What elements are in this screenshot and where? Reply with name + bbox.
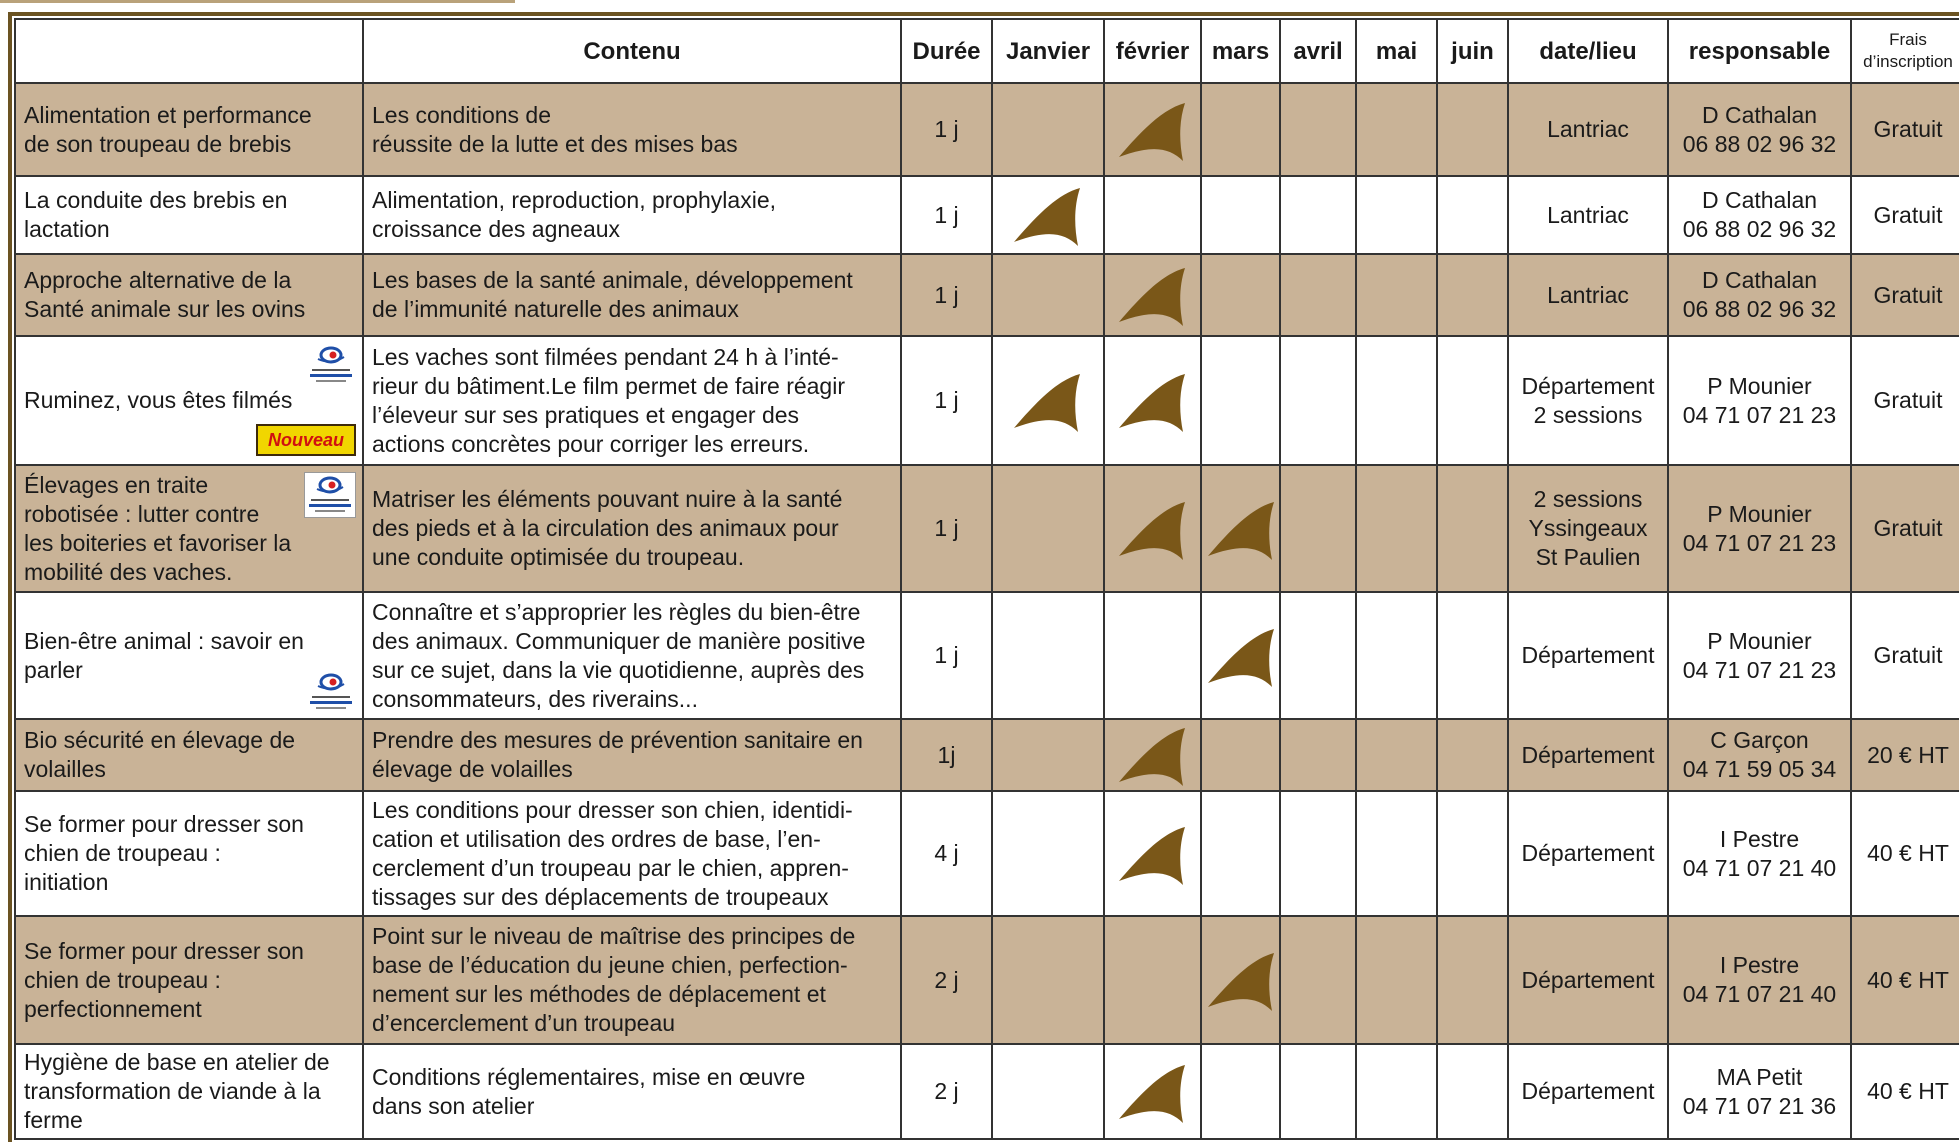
header-month-janvier: Janvier [992, 19, 1104, 83]
training-contact-line: 04 71 07 21 23 [1682, 656, 1837, 683]
arrow-marker-icon [1113, 1057, 1193, 1127]
training-content-line: une conduite optimisée du troupeau. [372, 544, 745, 570]
training-contact-line: C Garçon [1710, 727, 1809, 753]
table-row [15, 719, 1959, 791]
training-title-line: Approche alternative de la [24, 267, 292, 293]
table-row [15, 336, 1959, 465]
month-cell-janvier [992, 465, 1104, 592]
training-title-line: parler [24, 656, 83, 683]
training-title [15, 176, 363, 254]
training-content-line: dans son atelier [372, 1092, 535, 1119]
training-title [15, 254, 363, 336]
training-title-line: chien de troupeau : [24, 840, 221, 866]
training-fee: Gratuit [1851, 592, 1959, 719]
training-content-line: élevage de volailles [372, 756, 573, 782]
training-contact-line: 04 71 07 21 40 [1682, 981, 1837, 1007]
month-cell-mars [1201, 791, 1280, 916]
conseil-elevage-logo-icon [306, 670, 356, 714]
training-content-line: cerclement d’un troupeau par le chien, appren- [372, 854, 849, 881]
training-content [363, 83, 901, 176]
training-content [363, 336, 901, 465]
arrow-marker-icon [1202, 621, 1280, 691]
month-cell-juin [1437, 791, 1508, 916]
training-contact-line: 04 71 07 21 36 [1682, 1092, 1837, 1119]
training-location-line: Lantriac [1547, 281, 1629, 308]
arrow-marker-icon [1113, 494, 1193, 564]
arrow-marker-icon [1113, 819, 1193, 889]
training-location [1508, 176, 1668, 254]
training-content [363, 791, 901, 916]
month-cell-fevrier [1104, 336, 1201, 465]
training-content [363, 719, 901, 791]
month-cell-fevrier [1104, 465, 1201, 592]
month-cell-mars [1201, 336, 1280, 465]
training-title-line: robotisée : lutter contre [24, 500, 260, 527]
month-cell-juin [1437, 1044, 1508, 1139]
training-title-line: Ruminez, vous êtes filmés [24, 387, 293, 413]
month-cell-mars [1201, 465, 1280, 592]
month-cell-avril [1280, 719, 1356, 791]
training-title-line: les boiteries et favoriser la [24, 529, 292, 556]
training-schedule-table [14, 18, 1959, 1140]
training-contact [1668, 336, 1851, 465]
training-contact-line: 06 88 02 96 32 [1682, 130, 1837, 157]
month-cell-mars [1201, 176, 1280, 254]
month-cell-avril [1280, 83, 1356, 176]
month-cell-juin [1437, 83, 1508, 176]
month-cell-avril [1280, 336, 1356, 465]
arrow-marker-icon [1113, 95, 1193, 165]
training-duration: 1 j [901, 254, 992, 336]
training-location-line: Lantriac [1547, 201, 1629, 228]
month-cell-janvier [992, 1044, 1104, 1139]
month-cell-juin [1437, 592, 1508, 719]
training-content-line: Prendre des mesures de prévention sanitaire en [372, 727, 863, 753]
month-cell-juin [1437, 719, 1508, 791]
training-title [15, 1044, 363, 1139]
training-contact-line: 04 71 07 21 23 [1682, 401, 1837, 428]
month-cell-mai [1356, 83, 1437, 176]
training-content-line: actions concrètes pour corriger les erreurs. [372, 430, 810, 457]
month-cell-mai [1356, 791, 1437, 916]
training-duration: 1 j [901, 83, 992, 176]
training-title [15, 719, 363, 791]
training-location-line: St Paulien [1535, 544, 1641, 570]
training-content-line: sur ce sujet, dans la vie quotidienne, auprès des [372, 656, 865, 683]
training-location-line: Lantriac [1547, 116, 1629, 142]
table-row [15, 1044, 1959, 1139]
training-title-line: de son troupeau de brebis [24, 130, 292, 157]
training-contact [1668, 916, 1851, 1044]
training-title-line: transformation de viande à la [24, 1078, 321, 1104]
arrow-marker-icon [1202, 945, 1280, 1015]
training-location-line: Département [1521, 741, 1655, 768]
table-row [15, 465, 1959, 592]
training-contact-line: P Mounier [1707, 627, 1812, 654]
training-contact [1668, 83, 1851, 176]
training-fee: Gratuit [1851, 465, 1959, 592]
training-fee: Gratuit [1851, 336, 1959, 465]
header-contenu: Contenu [363, 19, 901, 83]
training-contact [1668, 254, 1851, 336]
training-fee: 40 € HT [1851, 916, 1959, 1044]
training-location [1508, 916, 1668, 1044]
training-content-line: consommateurs, des riverains... [372, 685, 698, 712]
training-content-line: Connaître et s’approprier les règles du bien-être [372, 598, 861, 625]
month-cell-fevrier [1104, 916, 1201, 1044]
training-duration: 2 j [901, 916, 992, 1044]
training-contact [1668, 791, 1851, 916]
table-row [15, 176, 1959, 254]
month-cell-juin [1437, 336, 1508, 465]
month-cell-janvier [992, 719, 1104, 791]
month-cell-janvier [992, 592, 1104, 719]
training-contact-line: 04 71 07 21 23 [1682, 529, 1837, 556]
training-title [15, 465, 363, 592]
training-location-line: Département [1521, 840, 1655, 866]
training-location [1508, 791, 1668, 916]
header-month-mai: mai [1356, 19, 1437, 83]
training-fee: 40 € HT [1851, 791, 1959, 916]
training-contact [1668, 719, 1851, 791]
conseil-elevage-logo-icon [304, 472, 356, 518]
training-title-line: Bien-être animal : savoir en [24, 627, 304, 654]
training-contact-line: MA Petit [1716, 1063, 1803, 1090]
month-cell-mars [1201, 916, 1280, 1044]
training-duration: 1j [901, 719, 992, 791]
arrow-marker-icon [1113, 260, 1193, 330]
training-title-line: La conduite des brebis en [24, 187, 288, 213]
training-title-line: chien de troupeau : [24, 966, 221, 993]
month-cell-avril [1280, 465, 1356, 592]
training-title-line: perfectionnement [24, 995, 202, 1022]
month-cell-fevrier [1104, 176, 1201, 254]
training-location-line: Département [1521, 642, 1655, 668]
training-duration: 1 j [901, 465, 992, 592]
month-cell-juin [1437, 916, 1508, 1044]
month-cell-avril [1280, 1044, 1356, 1139]
training-title-line: Bio sécurité en élevage de [24, 727, 296, 753]
nouveau-badge: Nouveau [256, 424, 356, 456]
training-title-line: Se former pour dresser son [24, 811, 304, 837]
training-location-line: Département [1521, 1078, 1655, 1104]
training-fee: Gratuit [1851, 254, 1959, 336]
month-cell-mai [1356, 254, 1437, 336]
training-content-line: Matriser les éléments pouvant nuire à la santé [372, 486, 843, 512]
header-duree: Durée [901, 19, 992, 83]
top-decoration-line [0, 0, 515, 3]
training-title [15, 791, 363, 916]
training-content-line: rieur du bâtiment.Le film permet de faire réagir [372, 372, 845, 399]
month-cell-mai [1356, 465, 1437, 592]
header-date-lieu: date/lieu [1508, 19, 1668, 83]
table-row [15, 83, 1959, 176]
month-cell-mars [1201, 254, 1280, 336]
month-cell-mai [1356, 1044, 1437, 1139]
training-content-line: des pieds et à la circulation des animaux pour [372, 515, 839, 541]
training-fee: 20 € HT [1851, 719, 1959, 791]
month-cell-mai [1356, 592, 1437, 719]
table-row [15, 254, 1959, 336]
training-location [1508, 336, 1668, 465]
training-fee: Gratuit [1851, 83, 1959, 176]
training-fee: 40 € HT [1851, 1044, 1959, 1139]
month-cell-janvier [992, 176, 1104, 254]
training-title-line: Alimentation et performance [24, 101, 312, 128]
month-cell-janvier [992, 916, 1104, 1044]
month-cell-avril [1280, 592, 1356, 719]
training-content-line: des animaux. Communiquer de manière positive [372, 627, 866, 654]
month-cell-janvier [992, 791, 1104, 916]
training-title [15, 592, 363, 719]
training-content-line: nement sur les méthodes de déplacement et [372, 981, 826, 1007]
training-content-line: cation et utilisation des ordres de base, l’en- [372, 825, 821, 852]
training-title-line: Santé animale sur les ovins [24, 296, 306, 322]
month-cell-fevrier [1104, 254, 1201, 336]
training-title-line: initiation [24, 869, 109, 895]
training-content-line: Conditions réglementaires, mise en œuvre [372, 1063, 806, 1090]
header-month-fevrier: février [1104, 19, 1201, 83]
training-title [15, 916, 363, 1044]
training-title-line: ferme [24, 1107, 83, 1133]
training-contact [1668, 465, 1851, 592]
training-title-line: Élevages en traite [24, 471, 209, 498]
training-content-line: Les conditions pour dresser son chien, identidi- [372, 796, 853, 823]
training-location [1508, 592, 1668, 719]
training-duration: 1 j [901, 176, 992, 254]
training-title [15, 336, 363, 465]
training-contact-line: I Pestre [1719, 952, 1800, 978]
training-content [363, 254, 901, 336]
header-month-juin: juin [1437, 19, 1508, 83]
training-content [363, 1044, 901, 1139]
training-content-line: l’éleveur sur ses pratiques et engager des [372, 401, 800, 428]
training-content-line: réussite de la lutte et des mises bas [372, 130, 738, 157]
month-cell-fevrier [1104, 592, 1201, 719]
month-cell-avril [1280, 916, 1356, 1044]
header-responsable: responsable [1668, 19, 1851, 83]
month-cell-avril [1280, 791, 1356, 916]
training-title [15, 83, 363, 176]
table-row [15, 592, 1959, 719]
month-cell-mars [1201, 592, 1280, 719]
training-title-line: Hygiène de base en atelier de [24, 1049, 330, 1075]
month-cell-mars [1201, 719, 1280, 791]
training-duration: 2 j [901, 1044, 992, 1139]
training-content-line: croissance des agneaux [372, 216, 621, 242]
training-contact-line: P Mounier [1707, 500, 1812, 527]
training-contact-line: D Cathalan [1701, 267, 1818, 293]
month-cell-mai [1356, 719, 1437, 791]
training-content-line: base de l’éducation du jeune chien, perfection- [372, 952, 848, 978]
training-content [363, 916, 901, 1044]
training-location [1508, 254, 1668, 336]
training-content [363, 176, 901, 254]
training-contact-line: D Cathalan [1701, 101, 1818, 128]
month-cell-fevrier [1104, 1044, 1201, 1139]
conseil-elevage-logo-icon [306, 343, 356, 387]
training-content-line: Les bases de la santé animale, développement [372, 267, 853, 293]
training-location-line: Département [1521, 372, 1655, 399]
training-contact-line: 06 88 02 96 32 [1682, 216, 1837, 242]
training-location [1508, 83, 1668, 176]
month-cell-fevrier [1104, 83, 1201, 176]
training-location-line: 2 sessions [1533, 486, 1643, 512]
training-content-line: Point sur le niveau de maîtrise des principes de [372, 923, 856, 949]
month-cell-juin [1437, 176, 1508, 254]
training-contact-line: 04 71 07 21 40 [1682, 854, 1837, 881]
month-cell-fevrier [1104, 719, 1201, 791]
training-content-line: Les conditions de [372, 101, 552, 128]
month-cell-fevrier [1104, 791, 1201, 916]
training-content-line: Alimentation, reproduction, prophylaxie, [372, 187, 777, 213]
month-cell-mars [1201, 83, 1280, 176]
training-location [1508, 465, 1668, 592]
arrow-marker-icon [1008, 180, 1088, 250]
arrow-marker-icon [1202, 494, 1280, 564]
training-contact [1668, 1044, 1851, 1139]
arrow-marker-icon [1113, 366, 1193, 436]
training-location [1508, 1044, 1668, 1139]
header-frais [1851, 19, 1959, 83]
header-row [15, 19, 1959, 83]
training-title-line: lactation [24, 216, 110, 242]
training-content-line: Les vaches sont filmées pendant 24 h à l’inté- [372, 343, 839, 370]
header-frais-line1: Frais [1889, 30, 1927, 49]
training-fee: Gratuit [1851, 176, 1959, 254]
training-content [363, 465, 901, 592]
header-title [15, 19, 363, 83]
training-duration: 1 j [901, 592, 992, 719]
training-location-line: Yssingeaux [1528, 515, 1648, 541]
training-contact-line: P Mounier [1707, 372, 1812, 399]
table-row [15, 791, 1959, 916]
month-cell-janvier [992, 336, 1104, 465]
header-month-avril: avril [1280, 19, 1356, 83]
training-contact-line: D Cathalan [1701, 187, 1818, 213]
month-cell-avril [1280, 176, 1356, 254]
training-content [363, 592, 901, 719]
training-contact [1668, 592, 1851, 719]
month-cell-mars [1201, 1044, 1280, 1139]
table-row [15, 916, 1959, 1044]
arrow-marker-icon [1008, 366, 1088, 436]
month-cell-janvier [992, 83, 1104, 176]
month-cell-janvier [992, 254, 1104, 336]
training-content-line: tissages sur des déplacements de troupeaux [372, 883, 829, 910]
month-cell-avril [1280, 254, 1356, 336]
training-contact-line: I Pestre [1719, 825, 1800, 852]
month-cell-juin [1437, 254, 1508, 336]
training-duration: 4 j [901, 791, 992, 916]
month-cell-mai [1356, 916, 1437, 1044]
training-title-line: Se former pour dresser son [24, 937, 304, 964]
header-frais-line2: d’inscription [1863, 52, 1953, 71]
month-cell-juin [1437, 465, 1508, 592]
training-content-line: de l’immunité naturelle des animaux [372, 296, 739, 322]
training-title-line: volailles [24, 756, 106, 782]
training-location-line: 2 sessions [1533, 401, 1643, 428]
training-title-line: mobilité des vaches. [24, 558, 233, 585]
training-location [1508, 719, 1668, 791]
month-cell-mai [1356, 176, 1437, 254]
training-content-line: d’encerclement d’un troupeau [372, 1010, 676, 1036]
training-contact-line: 06 88 02 96 32 [1682, 296, 1837, 322]
training-location-line: Département [1521, 966, 1655, 993]
month-cell-mai [1356, 336, 1437, 465]
training-duration: 1 j [901, 336, 992, 465]
arrow-marker-icon [1113, 720, 1193, 790]
header-month-mars: mars [1201, 19, 1280, 83]
training-contact [1668, 176, 1851, 254]
training-contact-line: 04 71 59 05 34 [1682, 756, 1837, 782]
